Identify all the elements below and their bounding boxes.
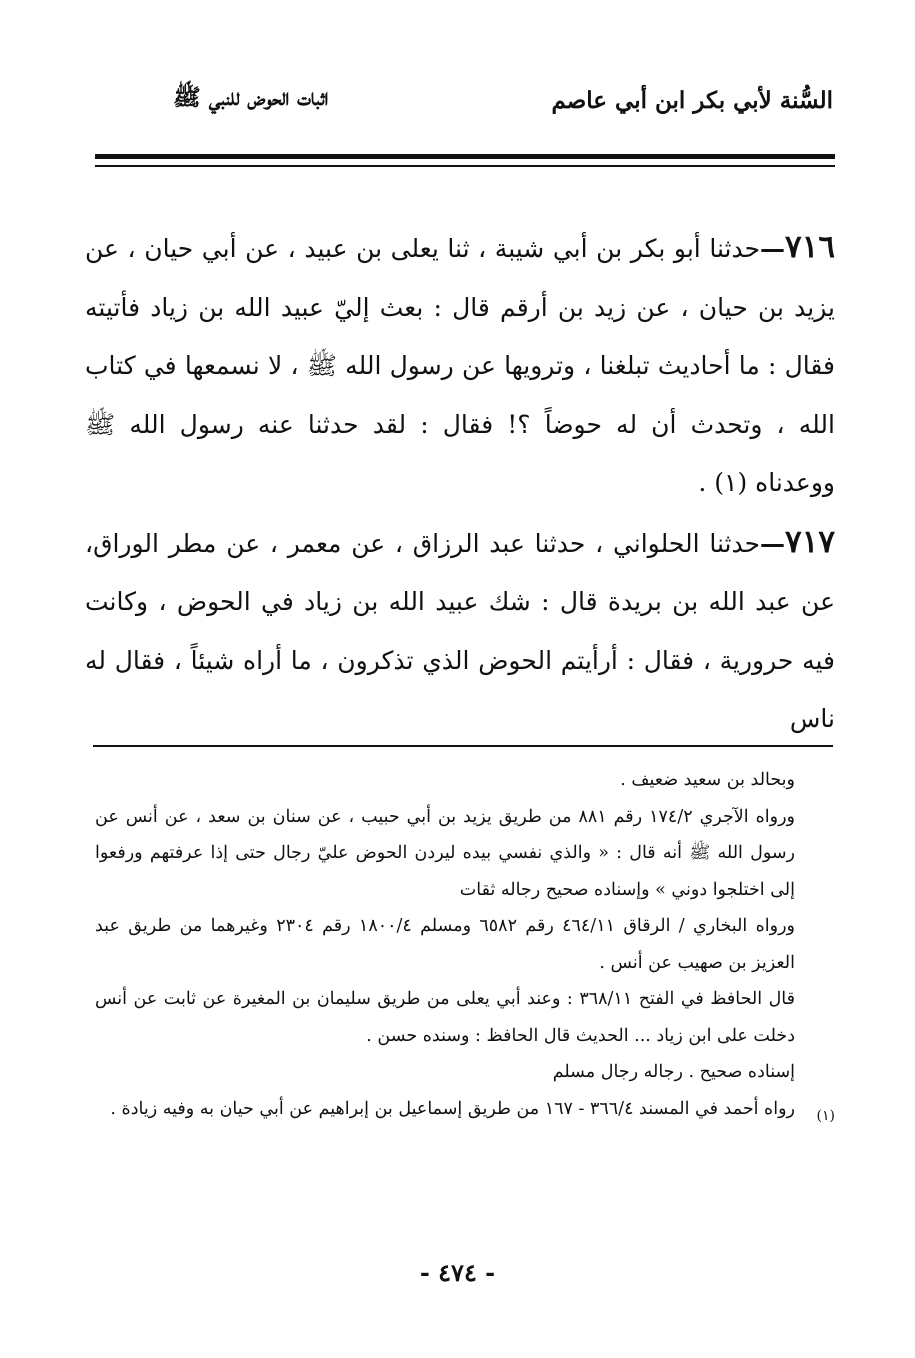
footnote-separator (93, 745, 833, 747)
header-rule-thin (95, 165, 835, 167)
hadith-text: حدثنا أبو بكر بن أبي شيبة ، ثنا يعلى بن عبيد ، عن أبي حيان ، عن يزيد بن حيان ، عن زيد بن أرقم قال : بعث إليّ عبيد الله بن زياد فأتيته فقال : ما أحاديث تبلغنا ، وترويها عن رسول الله ﷺ ، لا نسمعها في كتاب الله ، وتحدث أن له حوضاً ؟! فقال : لقد حدثنا عنه رسول الله ﷺ ووعدناه (١) . (85, 234, 835, 497)
footnote-line: ورواه البخاري / الرقاق ٤٦٤/١١ رقم ٦٥٨٢ ومسلم ١٨٠٠/٤ رقم ٢٣٠٤ وغيرهما من طريق عبد العزيز بن صهيب عن أنس . (95, 916, 795, 973)
hadith-number: ٧١٦ (785, 229, 835, 265)
hadith-716 (85, 218, 835, 513)
footnote-line: ورواه الآجري ١٧٤/٢ رقم ٨٨١ من طريق يزيد بن أبي حبيب ، عن سنان بن سعد ، عن أنس عن رسول الله ﷺ أنه قال : « والذي نفسي بيده ليردن الحوض عليّ رجال حتى إذا عرفتهم ورفعوا إلى اختلجوا دوني » وإسناده صحيح رجاله ثقات (95, 806, 795, 900)
hadith-dash: — (760, 234, 786, 263)
chapter-title: اثبات الحوض للنبي ﷺ (173, 84, 329, 111)
hadith-717 (85, 513, 835, 749)
book-title: السُّنة لأبي بكر ابن أبي عاصم (551, 86, 833, 114)
hadith-dash: — (760, 528, 786, 558)
running-header (95, 78, 835, 122)
footnote-marker: (١) (816, 1108, 835, 1124)
header-rule-thick (95, 154, 835, 159)
page-number: - ٤٧٤ - (419, 1258, 496, 1287)
footnotes (95, 762, 795, 1127)
hadith-text: حدثنا الحلواني ، حدثنا عبد الرزاق ، عن معمر ، عن مطر الوراق، عن عبد الله بن بريدة قال : شك عبيد الله بن زياد في الحوض ، وكانت فيه حرورية ، فقال : أرأيتم الحوض الذي تذكرون ، ما أراه شيئاً ، فقال له ناس (85, 528, 835, 733)
hadith-number: ٧١٧ (785, 523, 835, 560)
footnote-line: قال الحافظ في الفتح ٣٦٨/١١ : وعند أبي يعلى من طريق سليمان بن المغيرة عن ثابت عن أنس دخلت على ابن زياد ... الحديث قال الحافظ : وسنده حسن . (95, 989, 795, 1046)
footnote-line: رواه أحمد في المسند ٣٦٦/٤ - ١٦٧ من طريق إسماعيل بن إبراهيم عن أبي حيان به وفيه زيادة . (110, 1098, 795, 1119)
footnote-line: وبحالد بن سعيد ضعيف . (620, 770, 795, 790)
main-text (85, 218, 835, 749)
footnote-line: إسناده صحيح . رجاله رجال مسلم (552, 1062, 795, 1082)
